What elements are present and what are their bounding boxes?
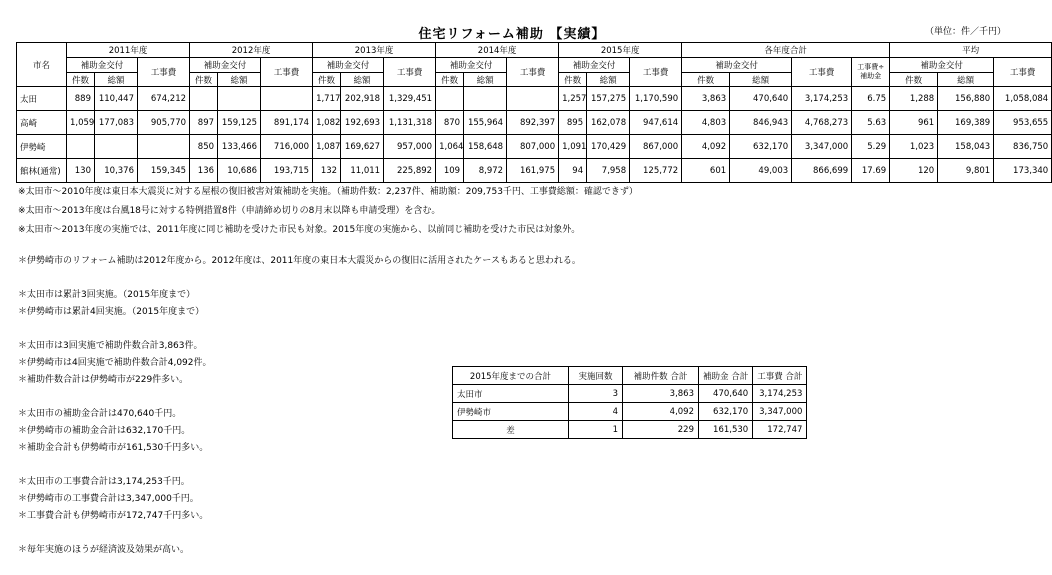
- count-header: 件数: [682, 73, 730, 87]
- total-header: 各年度合計: [682, 43, 890, 58]
- table-cell: 9,801: [938, 159, 994, 183]
- table-cell: 1,064: [436, 135, 464, 159]
- summary-header: 実施回数: [569, 367, 623, 385]
- table-body: [17, 87, 1052, 183]
- table-cell: 177,083: [95, 111, 138, 135]
- table-cell: 846,943: [730, 111, 792, 135]
- subsidy-header: 補助金交付: [436, 58, 507, 73]
- table-cell: 1,717: [313, 87, 341, 111]
- summary-header: 補助金 合計: [699, 367, 753, 385]
- subsidy-header: 補助金交付: [890, 58, 994, 73]
- table-cell: 3,174,253: [792, 87, 852, 111]
- subsidy-header: 補助金交付: [682, 58, 792, 73]
- amount-header: 総額: [341, 73, 384, 87]
- subsidy-header: 補助金交付: [67, 58, 138, 73]
- table-cell: 159,125: [218, 111, 261, 135]
- table-cell: 155,964: [464, 111, 507, 135]
- bullet-item: ＊伊勢崎市の補助金合計は632,170千円。: [18, 426, 191, 436]
- table-cell: 947,614: [630, 111, 682, 135]
- summary-cell: 太田市: [453, 385, 569, 403]
- table-cell: 159,345: [138, 159, 190, 183]
- year-header: 2012年度: [190, 43, 313, 58]
- table-cell: [95, 135, 138, 159]
- table-cell: 173,340: [994, 159, 1052, 183]
- construction-header: 工事費: [261, 58, 313, 87]
- table-cell: 158,648: [464, 135, 507, 159]
- table-cell: 470,640: [730, 87, 792, 111]
- table-cell: 157,275: [587, 87, 630, 111]
- summary-header: 工事費 合計: [753, 367, 807, 385]
- count-header: 件数: [313, 73, 341, 87]
- bullet-item: ＊工事費合計も伊勢崎市が172,747千円多い。: [18, 511, 209, 521]
- table-cell: 961: [890, 111, 938, 135]
- table-cell: 170,429: [587, 135, 630, 159]
- table-cell: 6.75: [852, 87, 890, 111]
- table-cell: 136: [190, 159, 218, 183]
- table-cell: 807,000: [507, 135, 559, 159]
- spacer: [18, 270, 581, 287]
- table-cell: 1,257: [559, 87, 587, 111]
- summary-cell: 4: [569, 403, 623, 421]
- unit-label: （単位：件／千円）: [924, 27, 1006, 37]
- bullet-item: ＊太田市の補助金合計は470,640千円。: [18, 409, 182, 419]
- spacer: [18, 457, 581, 474]
- table-cell: 1,170,590: [630, 87, 682, 111]
- summary-header: 2015年度までの合計: [453, 367, 569, 385]
- table-cell: 632,170: [730, 135, 792, 159]
- table-cell: 1,091: [559, 135, 587, 159]
- summary-cell: 3,174,253: [753, 385, 807, 403]
- count-header: 件数: [190, 73, 218, 87]
- table-cell: 120: [890, 159, 938, 183]
- subsidy-header: 補助金交付: [190, 58, 261, 73]
- table-cell: 895: [559, 111, 587, 135]
- table-cell: 867,000: [630, 135, 682, 159]
- table-cell: 192,693: [341, 111, 384, 135]
- amount-header: 総額: [587, 73, 630, 87]
- table-cell: 716,000: [261, 135, 313, 159]
- table-cell: 1,131,318: [384, 111, 436, 135]
- table-cell: [190, 87, 218, 111]
- table-cell: 601: [682, 159, 730, 183]
- table-cell: 169,389: [938, 111, 994, 135]
- footnote: ※太田市～2013年度は台風18号に対する特例措置8件（申請締め切りの8月末以降も申請受理）を含む。: [18, 206, 441, 216]
- city-name: 高崎: [17, 111, 67, 135]
- summary-cell: 差: [453, 421, 569, 439]
- table-cell: 1,023: [890, 135, 938, 159]
- table-cell: [464, 87, 507, 111]
- amount-header: 総額: [730, 73, 792, 87]
- year-header: 2014年度: [436, 43, 559, 58]
- spacer: [18, 321, 581, 338]
- table-cell: 169,627: [341, 135, 384, 159]
- table-cell: 17.69: [852, 159, 890, 183]
- construction-header: 工事費: [138, 58, 190, 87]
- table-cell: 905,770: [138, 111, 190, 135]
- table-cell: 5.29: [852, 135, 890, 159]
- subsidy-results-table: [16, 42, 1052, 183]
- city-header: 市名: [17, 43, 67, 87]
- summary-body: [453, 385, 807, 439]
- table-cell: 158,043: [938, 135, 994, 159]
- table-cell: 132: [313, 159, 341, 183]
- amount-header: 総額: [95, 73, 138, 87]
- table-cell: 10,376: [95, 159, 138, 183]
- table-cell: 889: [67, 87, 95, 111]
- construction-header: 工事費: [994, 58, 1052, 87]
- bullet-item: ＊伊勢崎市のリフォーム補助は2012年度から。2012年度は、2011年度の東日本大震災からの復旧に活用されたケースもあると思われる。: [18, 256, 581, 266]
- table-cell: 5.63: [852, 111, 890, 135]
- table-cell: 11,011: [341, 159, 384, 183]
- construction-header: 工事費: [630, 58, 682, 87]
- table-cell: 193,715: [261, 159, 313, 183]
- page-title: 住宅リフォーム補助 【実績】: [418, 27, 606, 42]
- average-header: 平均: [890, 43, 1052, 58]
- year-header: 2013年度: [313, 43, 436, 58]
- subsidy-header: 補助金交付: [559, 58, 630, 73]
- city-name: 館林(通常): [17, 159, 67, 183]
- summary-cell: 1: [569, 421, 623, 439]
- table-cell: 156,880: [938, 87, 994, 111]
- summary-row: [453, 385, 807, 403]
- bullet-item: ＊太田市は3回実施で補助件数合計3,863件。: [18, 341, 203, 351]
- amount-header: 総額: [464, 73, 507, 87]
- footnotes: [18, 183, 638, 240]
- count-header: 件数: [559, 73, 587, 87]
- spacer: [18, 525, 581, 542]
- summary-cell: 161,530: [699, 421, 753, 439]
- table-cell: 1,087: [313, 135, 341, 159]
- ratio-header: 工事費÷補助金: [852, 58, 890, 87]
- table-cell: 225,892: [384, 159, 436, 183]
- table-cell: 870: [436, 111, 464, 135]
- summary-cell: 3: [569, 385, 623, 403]
- table-row: [17, 111, 1052, 135]
- table-cell: 109: [436, 159, 464, 183]
- construction-header: 工事費: [507, 58, 559, 87]
- table-cell: 125,772: [630, 159, 682, 183]
- table-cell: [67, 135, 95, 159]
- table-cell: 3,347,000: [792, 135, 852, 159]
- table-cell: 953,655: [994, 111, 1052, 135]
- count-header: 件数: [436, 73, 464, 87]
- footnote: ※太田市～2010年度は東日本大震災に対する屋根の復旧被害対策補助を実施。（補助件数：2,237件、補助額：209,753千円、工事費総額：確認できず）: [18, 187, 638, 197]
- table-cell: 957,000: [384, 135, 436, 159]
- table-cell: 7,958: [587, 159, 630, 183]
- summary-cell: 632,170: [699, 403, 753, 421]
- table-cell: 94: [559, 159, 587, 183]
- table-row: [17, 87, 1052, 111]
- table-cell: [261, 87, 313, 111]
- bullet-item: ＊補助金合計も伊勢崎市が161,530千円多い。: [18, 443, 209, 453]
- table-cell: 202,918: [341, 87, 384, 111]
- table-cell: 3,863: [682, 87, 730, 111]
- footnote: ※太田市～2013年度の実施では、2011年度に同じ補助を受けた市民も対象。2015年度の実施から、以前同じ補助を受けた市民は対象外。: [18, 225, 581, 235]
- bullet-item: ＊太田市の工事費合計は3,174,253千円。: [18, 477, 190, 487]
- table-cell: 1,059: [67, 111, 95, 135]
- table-cell: [507, 87, 559, 111]
- table-cell: 49,003: [730, 159, 792, 183]
- summary-cell: 470,640: [699, 385, 753, 403]
- summary-cell: 伊勢崎市: [453, 403, 569, 421]
- bullet-item: ＊伊勢崎市は累計4回実施。（2015年度まで）: [18, 307, 205, 317]
- summary-row: [453, 403, 807, 421]
- year-header: 2015年度: [559, 43, 682, 58]
- table-cell: 850: [190, 135, 218, 159]
- summary-header: 補助件数 合計: [623, 367, 699, 385]
- construction-header: 工事費: [792, 58, 852, 87]
- bullet-item: ＊毎年実施のほうが経済波及効果が高い。: [18, 545, 190, 555]
- table-cell: 866,699: [792, 159, 852, 183]
- table-cell: 8,972: [464, 159, 507, 183]
- summary-cell: 3,863: [623, 385, 699, 403]
- year-header: 2011年度: [67, 43, 190, 58]
- construction-header: 工事費: [384, 58, 436, 87]
- table-cell: 1,288: [890, 87, 938, 111]
- table-cell: 4,803: [682, 111, 730, 135]
- city-name: 伊勢崎: [17, 135, 67, 159]
- table-cell: 161,975: [507, 159, 559, 183]
- table-row: [17, 159, 1052, 183]
- table-cell: 4,768,273: [792, 111, 852, 135]
- summary-header-row: [453, 367, 807, 385]
- summary-cell: 4,092: [623, 403, 699, 421]
- subsidy-header: 補助金交付: [313, 58, 384, 73]
- table-cell: 162,078: [587, 111, 630, 135]
- summary-cell: 3,347,000: [753, 403, 807, 421]
- summary-cell: 229: [623, 421, 699, 439]
- table-cell: 674,212: [138, 87, 190, 111]
- table-cell: 897: [190, 111, 218, 135]
- count-header: 件数: [890, 73, 938, 87]
- table-row: [17, 135, 1052, 159]
- bullet-item: ＊太田市は累計3回実施。（2015年度まで）: [18, 290, 196, 300]
- table-cell: 133,466: [218, 135, 261, 159]
- bullet-item: ＊伊勢崎市の工事費合計は3,347,000千円。: [18, 494, 199, 504]
- table-cell: 1,082: [313, 111, 341, 135]
- city-name: 太田: [17, 87, 67, 111]
- table-cell: 1,058,084: [994, 87, 1052, 111]
- table-cell: [138, 135, 190, 159]
- table-cell: 836,750: [994, 135, 1052, 159]
- table-cell: 110,447: [95, 87, 138, 111]
- table-cell: [436, 87, 464, 111]
- table-cell: 892,397: [507, 111, 559, 135]
- table-cell: [218, 87, 261, 111]
- table-cell: 130: [67, 159, 95, 183]
- table-cell: 4,092: [682, 135, 730, 159]
- summary-cell: 172,747: [753, 421, 807, 439]
- table-cell: 1,329,451: [384, 87, 436, 111]
- table-cell: 891,174: [261, 111, 313, 135]
- amount-header: 総額: [218, 73, 261, 87]
- summary-row: [453, 421, 807, 439]
- bullet-item: ＊補助件数合計は伊勢崎市が229件多い。: [18, 375, 189, 385]
- count-header: 件数: [67, 73, 95, 87]
- table-cell: 10,686: [218, 159, 261, 183]
- amount-header: 総額: [938, 73, 994, 87]
- bullet-item: ＊伊勢崎市は4回実施で補助件数合計4,092件。: [18, 358, 212, 368]
- summary-table: [452, 366, 807, 439]
